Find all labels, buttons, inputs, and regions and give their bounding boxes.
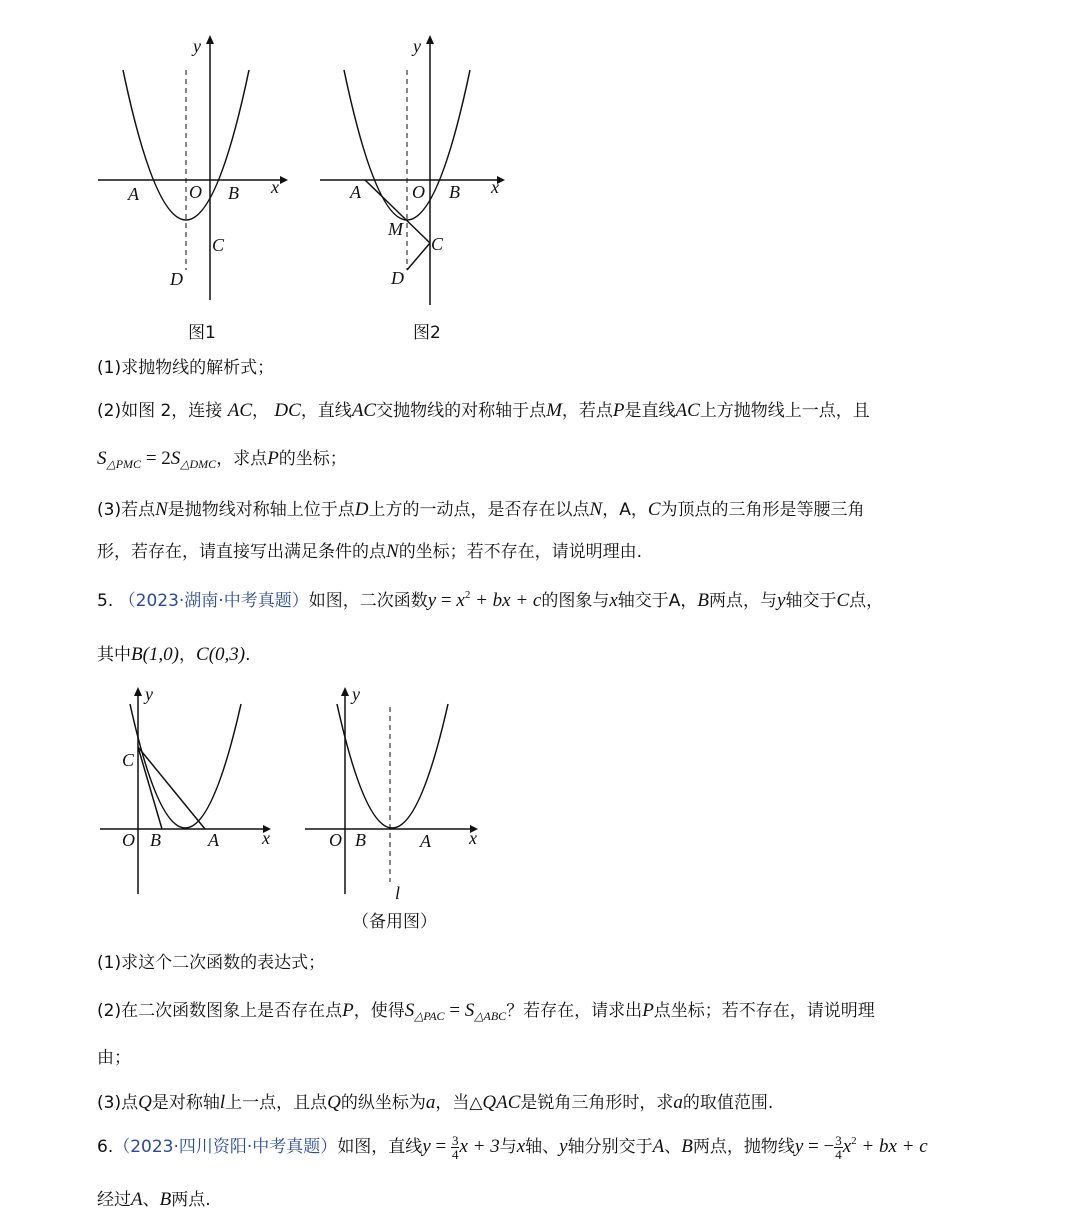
- p6-parabola-coef-fraction: $\frac{3}{4}$: [835, 1132, 842, 1162]
- p5main-label-A: A: [208, 830, 219, 850]
- p5-stem-line1: 5. （2023·湖南·中考真题）如图，二次函数$y = x^2$ + bx + c的图象与x轴交于A，B两点，与y轴交于C点，: [97, 589, 884, 611]
- p5main-segment-CB: [138, 747, 162, 829]
- fig1-label-O: O: [189, 182, 202, 202]
- p6-stem-line1: 6.（2023·四川资阳·中考真题）如图，直线y = $\frac{3}{4}$ x + 3与x轴、y轴分别交于A、B两点，抛物线y = − $\frac{3}{4}$ $x^2$ + bx + c: [97, 1132, 928, 1162]
- fig1-label-y: y: [193, 36, 201, 56]
- p5-figure-main: [95, 682, 285, 902]
- p5-q1: (1)求这个二次函数的表达式；: [97, 953, 326, 973]
- figure-2: [315, 30, 515, 315]
- fig2-label-A: A: [350, 182, 361, 202]
- figure-1: [95, 30, 295, 315]
- p6-source: （2023·四川资阳·中考真题）: [113, 1137, 338, 1157]
- p5-q2-line1: (2)在二次函数图象上是否存在点P，使得$S_{\triangle PAC} = S_{\triangle ABC}$？若存在，请求出P点坐标；若不存在，请说明理: [97, 1000, 875, 1023]
- p5spare-label-l: l: [395, 883, 401, 903]
- fig2-label-y: y: [413, 36, 421, 56]
- p5spare-parabola: [337, 704, 448, 828]
- fig2-label-O: O: [412, 182, 425, 202]
- p5main-segment-CA: [138, 747, 205, 829]
- fig2-caption: 图2: [413, 323, 441, 343]
- p5spare-label-A: A: [420, 831, 431, 851]
- p5-q2-line2: 由；: [97, 1048, 131, 1068]
- fig1-label-B: B: [228, 183, 239, 203]
- p6-stem-line2: 经过A、B两点.: [97, 1189, 211, 1210]
- p6-line-slope-fraction: $\frac{3}{4}$: [451, 1132, 459, 1162]
- fig1-label-x: x: [271, 177, 279, 197]
- p5main-label-x: x: [262, 828, 270, 848]
- p5main-label-y: y: [145, 684, 153, 704]
- p5-source: （2023·湖南·中考真题）: [118, 591, 309, 611]
- fig1-caption: 图1: [188, 323, 216, 343]
- p5-figure-spare: [302, 682, 492, 907]
- fig2-segment-DC: [407, 243, 430, 270]
- fig1-label-A: A: [128, 184, 139, 204]
- p5spare-label-O: O: [329, 830, 342, 850]
- fig2-label-M: M: [388, 219, 403, 239]
- p5-stem-line2: 其中B(1,0)，C(0,3).: [97, 644, 251, 665]
- p5spare-label-x: x: [469, 828, 477, 848]
- fig1-label-C: C: [212, 235, 225, 255]
- fig2-label-B: B: [449, 182, 460, 202]
- p4-q1: (1)求抛物线的解析式；: [97, 358, 275, 378]
- p5spare-label-B: B: [355, 830, 366, 850]
- fig2-label-x: x: [491, 177, 499, 197]
- p5main-parabola: [130, 704, 241, 828]
- p4-q2-line1: (2)如图 2，连接 AC， DC，直线AC交抛物线的对称轴于点M，若点P是直线AC上方抛物线上一点，且: [97, 400, 870, 421]
- p4-q3-line1: (3)若点N是抛物线对称轴上位于点D上方的一动点，是否存在以点N，A，C为顶点的三角形是等腰三角: [97, 499, 865, 520]
- p5spare-label-y: y: [352, 684, 360, 704]
- p5main-label-C: C: [122, 750, 135, 770]
- p5-spare-caption: （备用图）: [352, 912, 437, 932]
- p4-q2-line2: $S_{\triangle PMC} = 2S_{\triangle DMC}$，求点P的坐标；: [97, 448, 347, 471]
- p5main-label-B: B: [150, 830, 161, 850]
- fig1-label-D: D: [170, 269, 183, 289]
- fig2-label-C: C: [431, 234, 444, 254]
- p4-q3-line2: 形，若存在，请直接写出满足条件的点N的坐标；若不存在，请说明理由.: [97, 541, 643, 562]
- fig2-label-D: D: [391, 268, 404, 288]
- p5main-label-O: O: [122, 830, 135, 850]
- p5-q3: (3)点Q是对称轴l上一点，且点Q的纵坐标为a，当△QAC是锐角三角形时，求a的取值范围.: [97, 1092, 774, 1113]
